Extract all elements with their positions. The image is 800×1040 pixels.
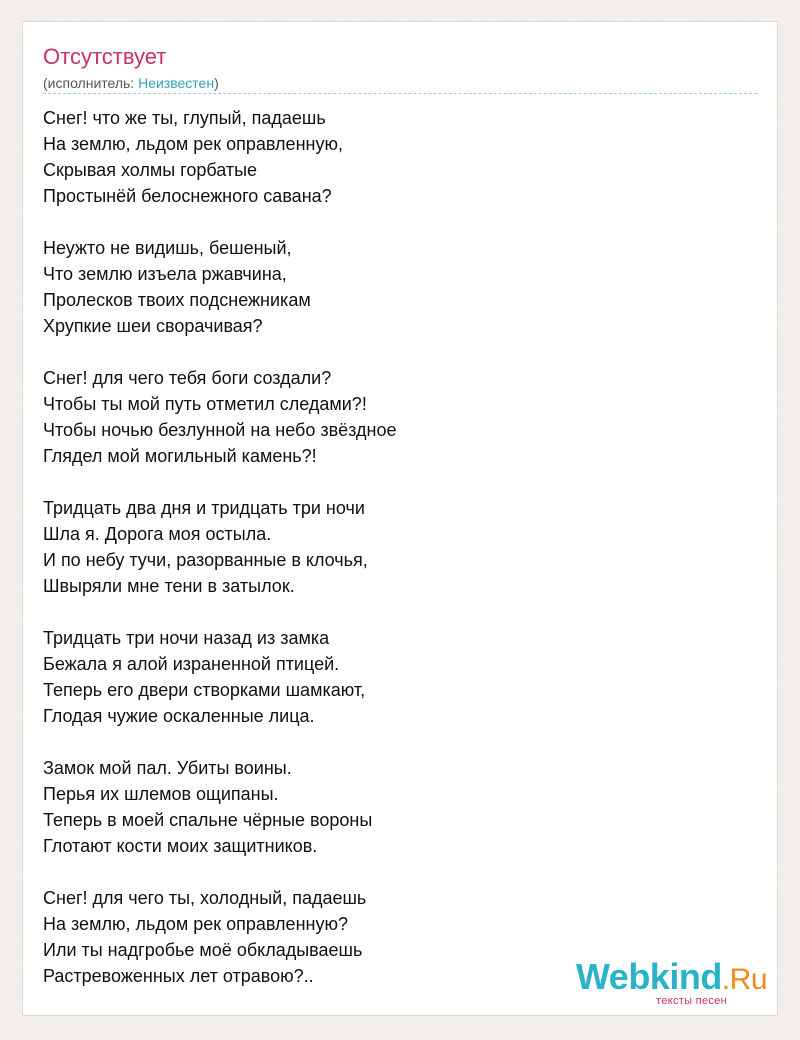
lyric-line: Неужто не видишь, бешеный,: [43, 238, 292, 258]
stanza: [43, 755, 743, 859]
lyric-line: Перья их шлемов ощипаны.: [43, 784, 279, 804]
site-logo[interactable]: [576, 958, 767, 1007]
lyric-line: Пролесков твоих подснежникам: [43, 290, 311, 310]
lyric-line: Чтобы ты мой путь отметил следами?!: [43, 394, 367, 414]
stanza: [43, 365, 743, 469]
artist-link[interactable]: Неизвестен: [138, 75, 215, 91]
lyric-line: Глядел мой могильный камень?!: [43, 446, 317, 466]
lyric-line: И по небу тучи, разорванные в клочья,: [43, 550, 368, 570]
artist-meta: [43, 74, 219, 92]
lyric-line: Глодая чужие оскаленные лица.: [43, 706, 315, 726]
stanza: [43, 235, 743, 339]
song-title: Отсутствует: [43, 44, 167, 69]
stanza: [43, 625, 743, 729]
lyric-line: На землю, льдом рек оправленную,: [43, 134, 343, 154]
lyric-line: Хрупкие шеи сворачивая?: [43, 316, 263, 336]
logo-tld: .Ru: [721, 963, 767, 996]
lyric-line: Шла я. Дорога моя остыла.: [43, 524, 272, 544]
lyric-line: Замок мой пал. Убиты воины.: [43, 758, 292, 778]
lyric-line: Тридцать три ночи назад из замка: [43, 628, 330, 648]
lyric-line: Глотают кости моих защитников.: [43, 836, 318, 856]
lyric-line: Растревоженных лет отравою?..: [43, 966, 314, 986]
lyric-line: Швыряли мне тени в затылок.: [43, 576, 295, 596]
stanza: [43, 495, 743, 599]
artist-prefix: (исполнитель:: [43, 75, 139, 91]
lyric-line: Что землю изъела ржавчина,: [43, 264, 287, 284]
lyric-line: Бежала я алой израненной птицей.: [43, 654, 340, 674]
lyric-line: Простынёй белоснежного савана?: [43, 186, 332, 206]
lyric-line: Снег! что же ты, глупый, падаешь: [43, 108, 326, 128]
logo-word: Webkind: [575, 956, 722, 997]
lyric-line: Тридцать два дня и тридцать три ночи: [43, 498, 365, 518]
artist-suffix: ): [214, 75, 219, 91]
logo-wordmark: [576, 958, 767, 999]
logo-tagline: тексты песен: [656, 995, 727, 1007]
lyrics-card: [22, 21, 778, 1016]
lyric-line: Чтобы ночью безлунной на небо звёздное: [43, 420, 397, 440]
lyrics-body: [43, 105, 743, 1015]
lyric-line: Снег! для чего ты, холодный, падаешь: [43, 888, 367, 908]
lyric-line: Теперь его двери створками шамкают,: [43, 680, 366, 700]
lyric-line: Скрывая холмы горбатые: [43, 160, 258, 180]
lyric-line: Или ты надгробье моё обкладываешь: [43, 940, 363, 960]
lyric-line: Снег! для чего тебя боги создали?: [43, 368, 332, 388]
divider: [43, 93, 757, 94]
lyric-line: На землю, льдом рек оправленную?: [43, 914, 348, 934]
stanza: [43, 105, 743, 209]
lyric-line: Теперь в моей спальне чёрные вороны: [43, 810, 373, 830]
